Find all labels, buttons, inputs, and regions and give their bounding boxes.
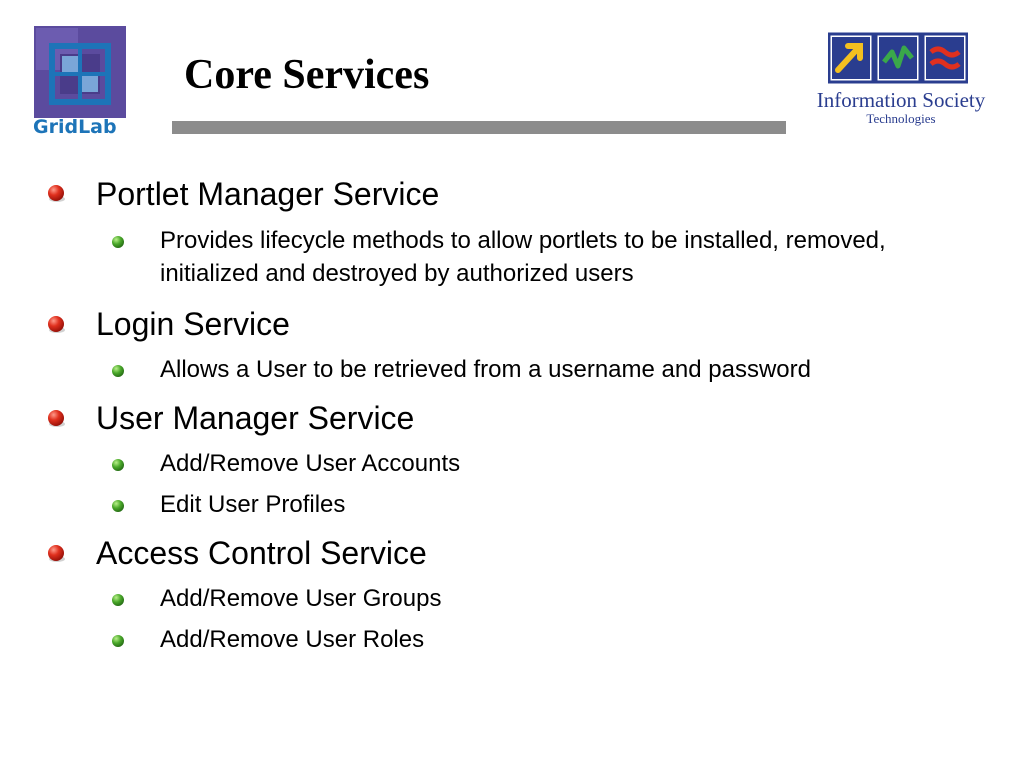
gridlab-logo-text: GridLab xyxy=(33,116,117,138)
sub-list-item: Edit User Profiles xyxy=(160,491,346,518)
sub-list-item: Add/Remove User Accounts xyxy=(160,450,461,477)
bullet-icon xyxy=(48,545,64,561)
sub-bullet-icon xyxy=(112,459,124,471)
bullet-icon xyxy=(48,185,64,201)
sub-bullet-icon xyxy=(112,236,124,248)
sub-bullet-icon xyxy=(112,500,124,512)
sub-list-item: Add/Remove User Groups xyxy=(160,585,442,612)
bullet-icon xyxy=(48,410,64,426)
list-item: User Manager Service xyxy=(96,400,415,436)
list-item: Portlet Manager Service xyxy=(96,176,440,212)
list-item: Login Service xyxy=(96,306,290,342)
sub-bullet-icon xyxy=(112,635,124,647)
ist-logo-name: Information Society xyxy=(816,88,986,112)
sub-bullet-icon xyxy=(112,365,124,377)
ist-logo-sub: Technologies xyxy=(866,111,936,126)
sub-list-item: Add/Remove User Roles xyxy=(160,626,425,653)
sub-list-item: Allows a User to be retrieved from a username and password xyxy=(160,356,811,383)
list-item: Access Control Service xyxy=(96,535,427,571)
sub-bullet-icon xyxy=(112,594,124,606)
slide-title: Core Services xyxy=(184,52,430,98)
bullet-icon xyxy=(48,316,64,332)
sub-list-item: Provides lifecycle methods to allow portlets to be installed, removed, initialized and destroyed by authorized users xyxy=(160,227,886,287)
